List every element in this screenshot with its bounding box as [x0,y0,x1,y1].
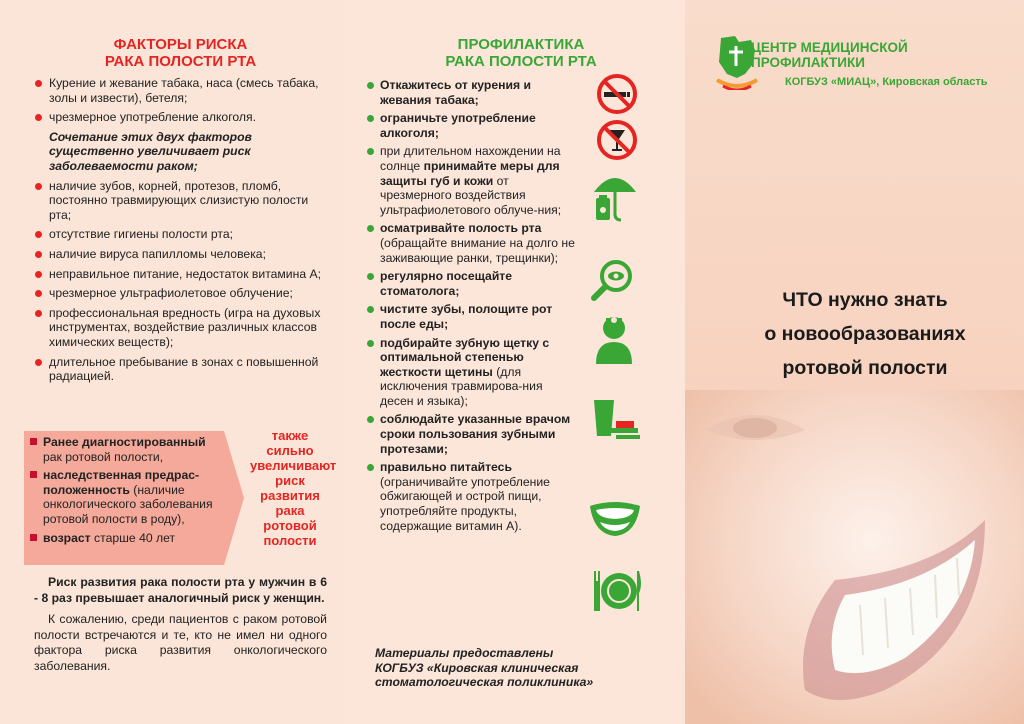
bullet-icon [367,340,374,347]
credit-line2: КОГБУЗ «Кировская клиническая стоматологическая поликлиника» [375,660,594,690]
list-item [30,468,230,526]
item-text: (ограничивайте употребление обжигающей и острой пищи, употребляйте продукты, содержащие витамин А). [380,474,550,533]
list-item [30,531,230,546]
list-item-text: отсутствие гигиены полости рта; [49,227,233,242]
item-text: при длительном нахождении на солнце [380,144,561,173]
item-bold: ограничьте употребление алкоголя; [380,111,536,140]
list-item [367,460,577,533]
item-bold: соблюдайте указанные врачом сроки пользования зубными протезами; [380,412,571,456]
no-smoking-icon [595,72,639,116]
prevention-title-line2: РАКА ПОЛОСТИ РТА [445,53,597,70]
list-item-text: чрезмерное употребление алкоголя. [49,110,256,125]
highlight-list [30,435,230,549]
logo-line1: ЦЕНТР МЕДИЦИНСКОЙ [751,40,908,55]
smiling-face-image [685,390,1024,724]
bullet-icon [35,359,42,366]
item-text: от чрезмерного воздействия ультрафиолетового облуче-ния; [380,173,562,217]
prevention-list-wrap [367,78,577,537]
highlight-bold: наследственная предрас-положенность [43,468,200,497]
list-item-text: наличие зубов, корней, протезов, пломб, постоянно травмирующих слизистую полости рта; [49,178,309,222]
risk-title-line2: РАКА ПОЛОСТИ РТА [104,53,257,70]
risk-column [0,0,345,724]
item-bold: чистите зубы, полощите рот после еды; [380,302,553,331]
logo-line2: ПРОФИЛАКТИКИ [751,55,865,70]
no-alcohol-icon [595,118,639,162]
list-item-text: Курение и жевание табака, наса (смесь табака, золы и извести), бетеля; [49,76,319,105]
bullet-icon [367,464,374,471]
side-note: также сильно увеличивают риск развития рака ротовой полости [250,428,337,548]
bullet-icon [367,306,374,313]
highlight-text: (наличие онкологического заболевания ротовой полости в роду), [43,482,213,526]
cover-title-line2: о новообразованиях [764,323,966,345]
risk-title [34,36,327,70]
risk-title-line1: ФАКТОРЫ РИСКА [113,36,248,53]
square-bullet-icon [30,471,37,478]
list-item [34,355,327,384]
bullet-icon [367,115,374,122]
list-item-text: длительное пребывание в зонах с повышенной радиацией. [49,354,319,384]
bullet-icon [35,183,42,190]
credit [375,646,675,690]
highlight-bold: возраст [43,530,91,545]
cover-column [685,0,1024,724]
item-text: (обращайте внимание на долго не заживающие ранки, трещинки); [380,235,575,265]
bullet-icon [35,271,42,278]
square-bullet-icon [30,438,37,445]
list-item [34,227,327,242]
bullet-icon [367,273,374,280]
list-item [367,78,577,107]
list-item [34,179,327,223]
list-item [367,221,577,265]
highlight-bold: Ранее диагностированный [43,435,206,449]
item-text: (для исключения травмирова-ния десен и языка); [380,364,543,408]
item-bold: Откажитесь от курения и жевания табака; [380,78,531,107]
cover-title [725,283,1005,385]
list-item [367,302,577,331]
bullet-icon [367,416,374,423]
list-item [34,76,327,105]
item-bold: принимайте меры для защиты губ и кожи [380,158,560,188]
list-item-text: неправильное питание, недостаток витамина А; [49,266,322,281]
logo-subtitle: КОГБУЗ «МИАЦ», Кировская область [785,76,988,88]
square-bullet-icon [30,534,37,541]
logo-title [751,40,908,70]
umbrella-icon [590,168,640,226]
highlight-text: старше 40 лет [90,530,176,545]
list-item [30,435,230,464]
bullet-icon [35,310,42,317]
bullet-icon [35,251,42,258]
prevention-list [367,78,577,533]
item-bold: правильно питайтесь [380,460,512,475]
highlight-text: рак ротовой полости, [43,449,164,464]
list-item-text: профессиональная вредность (игра на духовых инструментах, воздействие различных классов химических веществ); [49,305,321,349]
bullet-icon [35,231,42,238]
risk-paragraphs [34,575,327,674]
cup-toothbrush-icon [590,396,640,446]
prevention-column [345,0,685,724]
bullet-icon [367,148,374,155]
list-item [34,306,327,350]
credit-line1: Материалы предоставлены [375,646,554,660]
prevention-title-line1: ПРОФИЛАКТИКА [457,36,585,53]
list-item-text: наличие вируса папилломы человека; [49,246,266,261]
risk-list-a [34,76,327,125]
bullet-icon [367,82,374,89]
item-bold: осматривайте полость рта [380,221,542,236]
risk-paragraph-2: К сожалению, среди пациентов с раком ротовой полости встречаются и те, кто не имел ни одного фактора риска развития онкологического заболевания. [34,612,327,673]
list-item [367,336,577,409]
risk-list-b [34,179,327,384]
list-item [367,144,577,217]
item-bold: регулярно посещайте стоматолога; [380,269,513,298]
list-item-text: чрезмерное ультрафиолетовое облучение; [49,286,293,301]
list-item [34,267,327,282]
list-item [34,247,327,262]
plate-cutlery-icon [591,565,643,617]
list-item [34,286,327,301]
cover-title-line3: ротовой полости [782,357,948,379]
list-item [367,412,577,456]
item-bold: подбирайте зубную щетку с оптимальной степенью жесткости щетины [380,335,550,379]
list-item [367,111,577,140]
magnifier-eye-icon [590,258,636,304]
cover-title-line1: ЧТО нужно знать [782,289,948,311]
bullet-icon [35,114,42,121]
bullet-icon [367,225,374,232]
list-item [34,110,327,125]
risk-note: Сочетание этих двух факторов существенно увеличивает риск заболеваемости раком; [49,129,252,173]
list-item [367,269,577,298]
bullet-icon [35,80,42,87]
risk-paragraph-1: Риск развития рака полости рта у мужчин в 6 - 8 раз превышает аналогичный риск у женщин. [34,575,327,605]
prevention-title [367,36,675,70]
bullet-icon [35,290,42,297]
smile-teeth-icon [588,500,642,540]
dentist-icon [592,312,636,364]
